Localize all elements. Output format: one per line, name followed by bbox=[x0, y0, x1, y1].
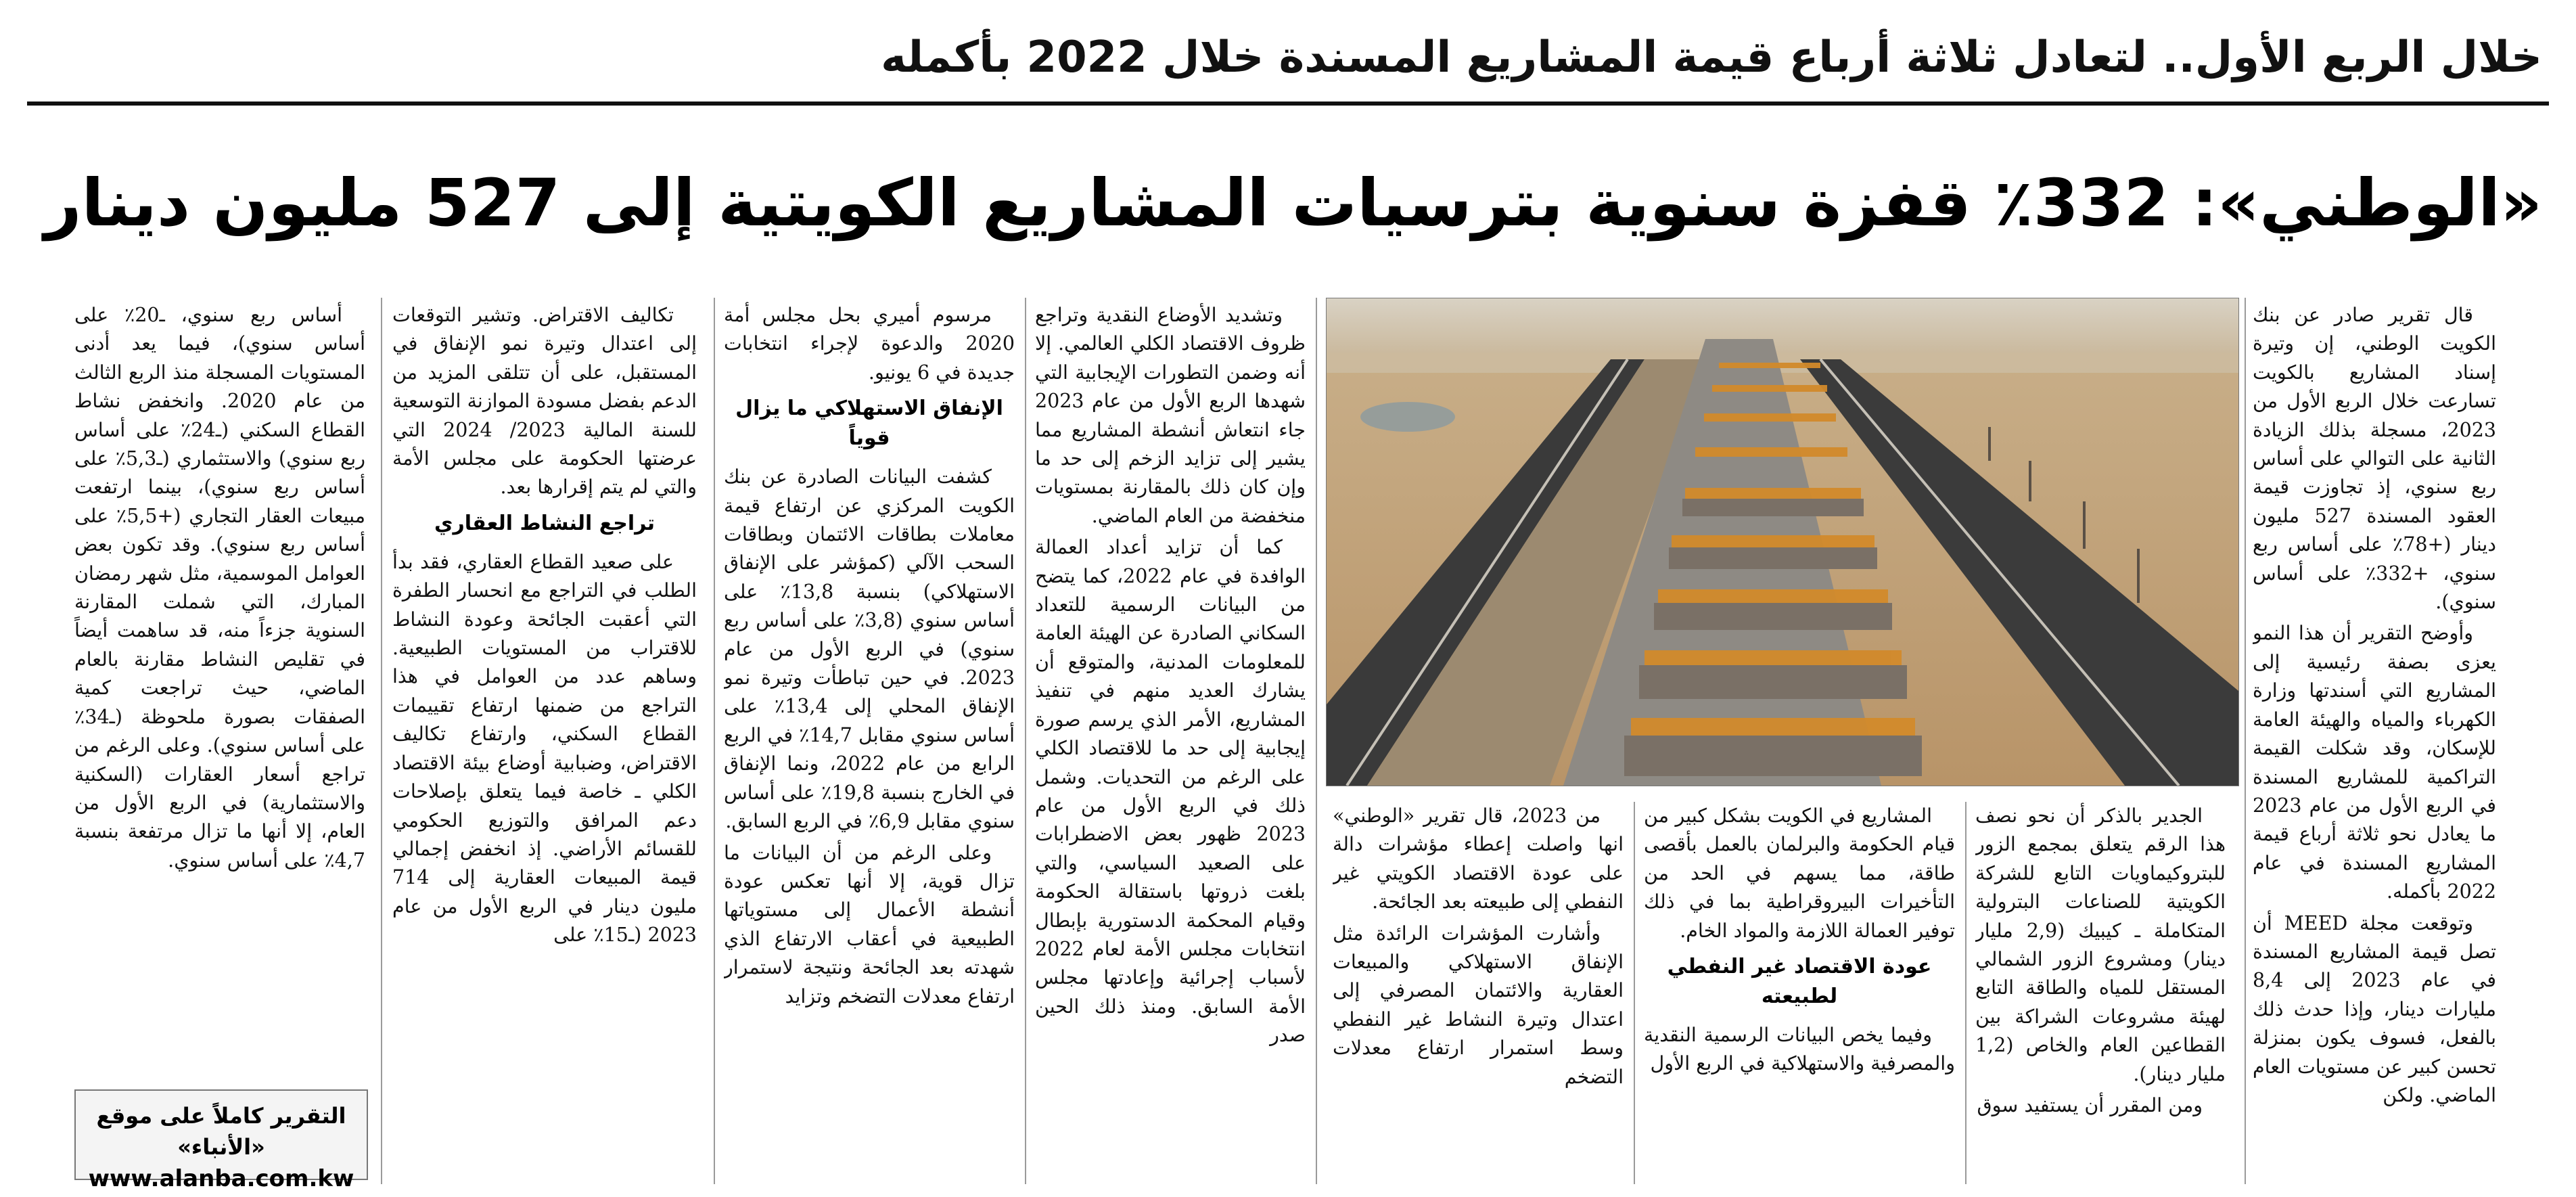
source-url[interactable]: www.alanba.com.kw bbox=[88, 1165, 354, 1192]
article-column-6 bbox=[724, 301, 1015, 1181]
subheading: تراجع النشاط العقاري bbox=[434, 511, 656, 535]
paragraph: كما أن تزايد أعداد العمالة الوافدة في عام 2022، كما يتضح من البيانات الرسمية للتعداد السكاني الصادرة عن الهيئة العامة للمعلومات المدنية، والمتوقع أن يشارك العديد منهم في تنفيذ المشاريع، الأمر الذي يرسم صورة إيجابية إلى حد ما للاقتصاد الكلي على الرغم من التحديات. وشمل ذلك في الربع الأول من عام 2023 ظهور بعض الاضطرابات على الصعيد السياسي، والتي بلغت ذروتها باستقالة الحكومة وقيام المحكمة الدستورية بإبطال انتخابات مجلس الأمة لعام 2022 لأسباب إجرائية وإعادتها مجلس الأمة السابق. ومنذ ذلك الحين صدر bbox=[1035, 536, 1306, 1047]
column-divider bbox=[1634, 802, 1635, 1184]
article-column-5 bbox=[1035, 301, 1306, 1181]
paragraph: المشاريع في الكويت بشكل كبير من قيام الحكومة والبرلمان بالعمل بأقصى طاقة، مما يسهم في الحد من التأخيرات البيروقراطية بما في ذلك توفير العمالة اللازمة والمواد الخام. bbox=[1644, 805, 1955, 942]
main-headline: «الوطني»: 332٪ قفزة سنوية بترسيات المشاريع الكويتية إلى 527 مليون دينار bbox=[44, 165, 2542, 241]
paragraph: وتوقعت مجلة MEED أن تصل قيمة المشاريع المسندة في عام 2023 إلى 8,4 مليارات دينار، وإذا حدث ذلك بالفعل، فسوف يكون بمنزلة تحسن كبير عن مستويات العام الماضي. ولكن bbox=[2253, 911, 2496, 1106]
paragraph: أساس ربع سنوي، ـ20٪ على أساس سنوي)، فيما يعد أدنى المستويات المسجلة منذ الربع الثالث من عام 2020. وانخفض نشاط القطاع السكني (ـ24٪ على أساس ربع سنوي) والاستثماري (ـ5,3٪ على أساس ربع سنوي)، بينما ارتفعت مبيعات العقار التجاري (+5,5٪ على أساس ربع سنوي). وقد تكون بعض العوامل الموسمية، مثل شهر رمضان المبارك، التي شملت المقارنة السنوية جزءاً منه، قد ساهمت أيضاً في تقليص النشاط مقارنة بالعام الماضي، حيث تراجعت كمية الصفقات بصورة ملحوظة (ـ34٪ على أساس سنوي). وعلى الرغم من تراجع أسعار العقارات (السكنية والاستثمارية) في الربع الأول من العام، إلا أنها ما تزال مرتفعة بنسبة 4,7٪ على أساس سنوي. bbox=[74, 304, 365, 872]
construction-photo-illustration bbox=[1327, 298, 2238, 786]
kicker-headline: خلال الربع الأول.. لتعادل ثلاثة أرباع قيمة المشاريع المسندة خلال 2022 بأكمله bbox=[881, 32, 2542, 83]
paragraph: وأشارت المؤشرات الرائدة مثل الإنفاق الاستهلاكي والمبيعات العقارية والائتمان المصرفي إلى اعتدال وتيرة النشاط غير النفطي وسط استمرار ارتفاع معدلات التضخم bbox=[1333, 922, 1624, 1088]
paragraph: كشفت البيانات الصادرة عن بنك الكويت المركزي عن ارتفاع قيمة معاملات بطاقات الائتمان وبطاقات السحب الآلي (كمؤشر على الإنفاق الاستهلاكي) بنسبة 13,8٪ على أساس سنوي (3,8٪ على أساس ربع سنوي) في الربع الأول من عام 2023. في حين تباطأت وتيرة نمو الإنفاق المحلي إلى 13,4٪ على أساس سنوي مقابل 14,7٪ في الربع الرابع من عام 2022، ونما الإنفاق في الخارج بنسبة 19,8٪ على أساس سنوي مقابل 6,9٪ في الربع السابق. bbox=[724, 466, 1015, 833]
subheading: الإنفاق الاستهلاكي ما يزال قوياً bbox=[735, 397, 1003, 451]
source-label: التقرير كاملاً على موقع «الأنباء» bbox=[96, 1103, 346, 1160]
paragraph: وتشديد الأوضاع النقدية وتراجع ظروف الاقتصاد الكلي العالمي. إلا أنه وضمن التطورات الإيجابية التي شهدها الربع الأول من عام 2023 جاء انتعاش أنشطة المشاريع مما يشير إلى تزايد الزخم إلى حد ما وإن كان ذلك بالمقارنة بمستويات منخفضة من العام الماضي. bbox=[1035, 304, 1306, 527]
column-divider bbox=[1025, 298, 1026, 1184]
article-column-2 bbox=[1975, 802, 2226, 1181]
paragraph: الجدير بالذكر أن نحو نصف هذا الرقم يتعلق بمجمع الزور للبتروكيماويات التابع للشركة الكويتية للصناعات البترولية المتكاملة ـ كيبيك (2,9 مليار دينار) ومشروع الزور الشمالي المستقل للمياه والطاقة التابع لهيئة مشروعات الشراكة بين القطاعين العام والخاص (1,2 مليار دينار). bbox=[1975, 805, 2226, 1085]
kicker-rule bbox=[27, 101, 2549, 106]
construction-photo bbox=[1326, 298, 2239, 786]
column-divider bbox=[1965, 802, 1967, 1184]
article-column-8 bbox=[74, 301, 365, 1072]
article-column-3 bbox=[1644, 802, 1955, 1181]
paragraph: من 2023، قال تقرير «الوطني» انها واصلت إعطاء مؤشرات دالة على عودة الاقتصاد الكويتي غير النفطي إلى طبيعته بعد الجائحة. bbox=[1333, 805, 1624, 913]
paragraph: تكاليف الاقتراض. وتشير التوقعات إلى اعتدال وتيرة نمو الإنفاق في المستقبل، على أن تتلقى المزيد من الدعم بفضل مسودة الموازنة التوسعية للسنة المالية 2023/ 2024 التي عرضتها الحكومة على مجلس الأمة والتي لم يتم إقرارها بعد. bbox=[392, 304, 697, 499]
column-divider bbox=[2245, 298, 2246, 1184]
column-divider bbox=[1316, 298, 1317, 1184]
paragraph: قال تقرير صادر عن بنك الكويت الوطني، إن وتيرة إسناد المشاريع بالكويت تسارعت خلال الربع الأول من 2023، مسجلة بذلك الزيادة الثانية على التوالي على أساس ربع سنوي، إذ تجاوزت قيمة العقود المسندة 527 مليون دينار (+78٪ على أساس ربع سنوي، +332٪ على أساس سنوي). bbox=[2253, 304, 2496, 614]
column-divider bbox=[381, 298, 382, 1184]
paragraph: وعلى الرغم من أن البيانات ما تزال قوية، إلا أنها تعكس عودة أنشطة الأعمال إلى مستوياتها الطبيعية في أعقاب الارتفاع الذي شهدته بعد الجائحة ونتيجة لاستمرار ارتفاع معدلات التضخم وتزايد bbox=[724, 841, 1015, 1008]
paragraph: وأوضح التقرير أن هذا النمو يعزى بصفة رئيسية إلى المشاريع التي أسندتها وزارة الكهرباء والمياه والهيئة العامة للإسكان، وقد شكلت القيمة التراكمية للمشاريع المسندة في الربع الأول من عام 2023 ما يعادل نحو ثلاثة أرباع قيمة المشاريع المسندة في عام 2022 بأكمله. bbox=[2253, 622, 2496, 903]
column-divider bbox=[714, 298, 715, 1184]
paragraph: ومن المقرر أن يستفيد سوق bbox=[1977, 1094, 2203, 1117]
paragraph: مرسوم أميري بحل مجلس أمة 2020 والدعوة لإجراء انتخابات جديدة في 6 يونيو. bbox=[724, 304, 1015, 384]
article-column-4 bbox=[1333, 802, 1624, 1181]
article-column-1 bbox=[2253, 301, 2496, 1181]
subheading: عودة الاقتصاد غير النفطي لطبيعته bbox=[1667, 955, 1932, 1009]
paragraph: على صعيد القطاع العقاري، فقد بدأ الطلب في التراجع مع انحسار الطفرة التي أعقبت الجائحة وعودة النشاط للاقتراب من المستويات الطبيعية. وساهم عدد من العوامل في هذا التراجع من ضمنها ارتفاع تقييمات القطاع السكني، وارتفاع تكاليف الاقتراض، وضبابية أوضاع بيئة الاقتصاد الكلي ـ خاصة فيما يتعلق بإصلاحات دعم المرافق والتوزيع الحكومي للقسائم الأراضي. إذ انخفض إجمالي قيمة المبيعات العقارية إلى 714 مليون دينار في الربع الأول من عام 2023 (ـ15٪ على bbox=[392, 550, 697, 947]
source-box bbox=[74, 1089, 368, 1192]
article-column-7 bbox=[392, 301, 697, 1181]
paragraph: وفيما يخص البيانات الرسمية النقدية والمصرفية والاستهلاكية في الربع الأول bbox=[1644, 1024, 1955, 1075]
